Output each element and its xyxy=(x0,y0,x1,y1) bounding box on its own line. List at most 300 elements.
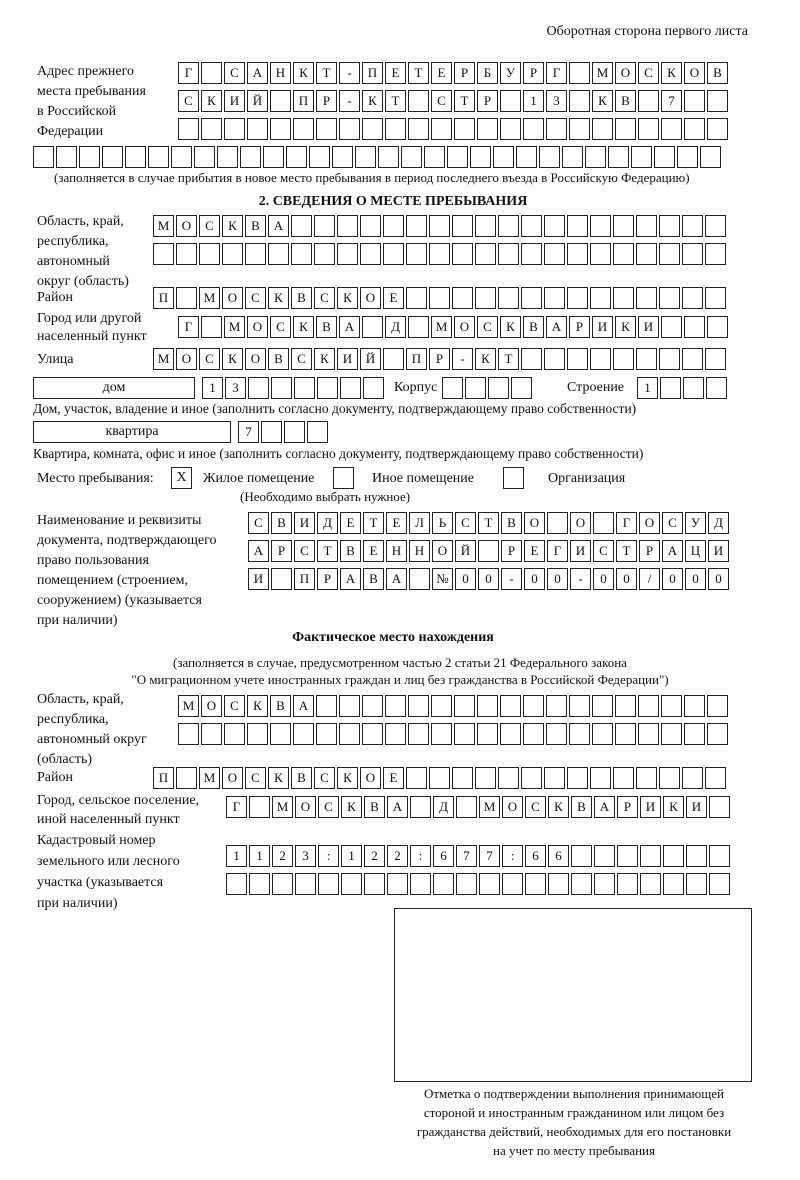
char-cell[interactable] xyxy=(454,695,475,717)
char-cell[interactable] xyxy=(318,873,339,895)
char-cell[interactable] xyxy=(613,287,634,309)
char-cell[interactable]: : xyxy=(410,845,431,867)
char-cell[interactable] xyxy=(521,287,542,309)
house-type-field[interactable]: дом xyxy=(33,377,195,399)
char-cell[interactable] xyxy=(477,723,498,745)
char-cell[interactable] xyxy=(408,723,429,745)
char-cell[interactable]: - xyxy=(452,348,473,370)
char-cell[interactable]: Н xyxy=(386,540,407,562)
char-cell[interactable] xyxy=(548,873,569,895)
char-cell[interactable] xyxy=(294,377,315,399)
char-cell[interactable] xyxy=(569,723,590,745)
char-cell[interactable] xyxy=(615,118,636,140)
char-cell[interactable] xyxy=(355,146,376,168)
char-cell[interactable] xyxy=(640,845,661,867)
cadastre-row-1[interactable] xyxy=(226,845,732,867)
char-cell[interactable]: 0 xyxy=(685,568,706,590)
char-cell[interactable] xyxy=(498,287,519,309)
char-cell[interactable]: Г xyxy=(178,316,199,338)
char-cell[interactable] xyxy=(682,348,703,370)
char-cell[interactable] xyxy=(661,695,682,717)
char-cell[interactable] xyxy=(615,723,636,745)
char-cell[interactable] xyxy=(659,215,680,237)
char-cell[interactable] xyxy=(705,287,726,309)
char-cell[interactable] xyxy=(544,243,565,265)
char-cell[interactable] xyxy=(631,146,652,168)
char-cell[interactable] xyxy=(360,215,381,237)
char-cell[interactable] xyxy=(201,118,222,140)
char-cell[interactable]: 6 xyxy=(433,845,454,867)
char-cell[interactable]: Т xyxy=(454,90,475,112)
char-cell[interactable]: В xyxy=(615,90,636,112)
char-cell[interactable]: В xyxy=(291,767,312,789)
char-cell[interactable] xyxy=(569,118,590,140)
char-cell[interactable]: С xyxy=(455,512,476,534)
char-cell[interactable] xyxy=(178,118,199,140)
char-cell[interactable]: В xyxy=(245,215,266,237)
char-cell[interactable] xyxy=(546,695,567,717)
char-cell[interactable]: 0 xyxy=(662,568,683,590)
cadastre-row-2[interactable] xyxy=(226,873,732,895)
char-cell[interactable] xyxy=(406,767,427,789)
char-cell[interactable] xyxy=(429,287,450,309)
char-cell[interactable]: В xyxy=(571,796,592,818)
char-cell[interactable]: У xyxy=(500,62,521,84)
char-cell[interactable] xyxy=(502,873,523,895)
char-cell[interactable]: О xyxy=(245,348,266,370)
doc-row-3[interactable] xyxy=(248,568,731,590)
char-cell[interactable]: О xyxy=(295,796,316,818)
char-cell[interactable]: Т xyxy=(616,540,637,562)
char-cell[interactable] xyxy=(456,873,477,895)
char-cell[interactable] xyxy=(410,873,431,895)
char-cell[interactable]: В xyxy=(364,796,385,818)
char-cell[interactable] xyxy=(362,316,383,338)
char-cell[interactable]: Е xyxy=(386,512,407,534)
char-cell[interactable] xyxy=(406,287,427,309)
char-cell[interactable]: К xyxy=(661,62,682,84)
char-cell[interactable] xyxy=(291,243,312,265)
char-cell[interactable] xyxy=(590,348,611,370)
actual-district-row[interactable] xyxy=(153,767,728,789)
char-cell[interactable]: Й xyxy=(247,90,268,112)
char-cell[interactable]: Г xyxy=(226,796,247,818)
char-cell[interactable] xyxy=(592,118,613,140)
char-cell[interactable] xyxy=(249,796,270,818)
char-cell[interactable]: С xyxy=(477,316,498,338)
char-cell[interactable] xyxy=(199,243,220,265)
char-cell[interactable]: 3 xyxy=(225,377,246,399)
char-cell[interactable]: К xyxy=(201,90,222,112)
char-cell[interactable] xyxy=(562,146,583,168)
char-cell[interactable] xyxy=(523,118,544,140)
doc-row-1[interactable] xyxy=(248,512,731,534)
char-cell[interactable]: - xyxy=(339,62,360,84)
char-cell[interactable] xyxy=(102,146,123,168)
char-cell[interactable]: 7 xyxy=(456,845,477,867)
char-cell[interactable] xyxy=(546,118,567,140)
char-cell[interactable] xyxy=(498,215,519,237)
char-cell[interactable]: Е xyxy=(431,62,452,84)
char-cell[interactable] xyxy=(684,695,705,717)
stay-option-residential-checkbox[interactable]: X xyxy=(171,467,192,489)
region-row-1[interactable] xyxy=(153,215,728,237)
char-cell[interactable]: 1 xyxy=(341,845,362,867)
char-cell[interactable] xyxy=(707,723,728,745)
char-cell[interactable] xyxy=(148,146,169,168)
char-cell[interactable] xyxy=(638,118,659,140)
char-cell[interactable] xyxy=(684,90,705,112)
char-cell[interactable] xyxy=(240,146,261,168)
actual-city-row[interactable] xyxy=(226,796,732,818)
char-cell[interactable]: С xyxy=(178,90,199,112)
char-cell[interactable]: Р xyxy=(639,540,660,562)
char-cell[interactable]: О xyxy=(684,62,705,84)
char-cell[interactable] xyxy=(316,695,337,717)
char-cell[interactable] xyxy=(452,243,473,265)
char-cell[interactable]: : xyxy=(318,845,339,867)
char-cell[interactable] xyxy=(567,215,588,237)
char-cell[interactable] xyxy=(408,90,429,112)
char-cell[interactable] xyxy=(263,146,284,168)
stay-option-organization-checkbox[interactable] xyxy=(503,467,524,489)
char-cell[interactable] xyxy=(245,243,266,265)
char-cell[interactable] xyxy=(615,695,636,717)
char-cell[interactable]: 0 xyxy=(455,568,476,590)
char-cell[interactable]: 2 xyxy=(387,845,408,867)
char-cell[interactable] xyxy=(585,146,606,168)
char-cell[interactable]: 0 xyxy=(524,568,545,590)
korpus-cells[interactable] xyxy=(442,377,534,399)
char-cell[interactable] xyxy=(337,215,358,237)
char-cell[interactable]: С xyxy=(291,348,312,370)
char-cell[interactable]: Ь xyxy=(432,512,453,534)
char-cell[interactable]: К xyxy=(268,287,289,309)
char-cell[interactable]: 0 xyxy=(478,568,499,590)
char-cell[interactable]: К xyxy=(337,287,358,309)
prev-address-row-1[interactable] xyxy=(178,62,730,84)
char-cell[interactable]: Р xyxy=(454,62,475,84)
char-cell[interactable]: И xyxy=(592,316,613,338)
char-cell[interactable] xyxy=(429,243,450,265)
char-cell[interactable] xyxy=(500,723,521,745)
char-cell[interactable] xyxy=(567,243,588,265)
char-cell[interactable]: Г xyxy=(178,62,199,84)
char-cell[interactable]: Т xyxy=(385,90,406,112)
char-cell[interactable] xyxy=(707,118,728,140)
char-cell[interactable]: 7 xyxy=(661,90,682,112)
char-cell[interactable] xyxy=(249,873,270,895)
char-cell[interactable] xyxy=(362,118,383,140)
char-cell[interactable] xyxy=(454,723,475,745)
char-cell[interactable] xyxy=(470,146,491,168)
char-cell[interactable] xyxy=(544,215,565,237)
char-cell[interactable]: К xyxy=(615,316,636,338)
char-cell[interactable]: К xyxy=(663,796,684,818)
char-cell[interactable]: И xyxy=(570,540,591,562)
char-cell[interactable] xyxy=(617,873,638,895)
char-cell[interactable] xyxy=(477,695,498,717)
char-cell[interactable] xyxy=(293,118,314,140)
char-cell[interactable]: С xyxy=(245,767,266,789)
char-cell[interactable]: А xyxy=(339,316,360,338)
char-cell[interactable]: Р xyxy=(523,62,544,84)
char-cell[interactable]: 1 xyxy=(202,377,223,399)
char-cell[interactable]: А xyxy=(247,62,268,84)
char-cell[interactable]: К xyxy=(548,796,569,818)
char-cell[interactable]: - xyxy=(339,90,360,112)
char-cell[interactable]: В xyxy=(268,348,289,370)
char-cell[interactable]: В xyxy=(707,62,728,84)
char-cell[interactable]: И xyxy=(248,568,269,590)
char-cell[interactable] xyxy=(593,512,614,534)
char-cell[interactable]: Е xyxy=(363,540,384,562)
char-cell[interactable]: - xyxy=(501,568,522,590)
char-cell[interactable] xyxy=(224,118,245,140)
char-cell[interactable]: Е xyxy=(383,767,404,789)
char-cell[interactable] xyxy=(638,695,659,717)
char-cell[interactable] xyxy=(660,377,681,399)
char-cell[interactable]: К xyxy=(475,348,496,370)
char-cell[interactable] xyxy=(272,873,293,895)
char-cell[interactable] xyxy=(511,377,532,399)
char-cell[interactable] xyxy=(516,146,537,168)
char-cell[interactable]: К xyxy=(500,316,521,338)
char-cell[interactable] xyxy=(547,512,568,534)
char-cell[interactable]: Д xyxy=(317,512,338,534)
char-cell[interactable] xyxy=(571,845,592,867)
char-cell[interactable] xyxy=(293,723,314,745)
char-cell[interactable]: О xyxy=(222,287,243,309)
char-cell[interactable] xyxy=(475,767,496,789)
char-cell[interactable] xyxy=(431,118,452,140)
char-cell[interactable] xyxy=(452,215,473,237)
char-cell[interactable]: О xyxy=(176,348,197,370)
char-cell[interactable] xyxy=(452,287,473,309)
char-cell[interactable] xyxy=(378,146,399,168)
char-cell[interactable] xyxy=(247,118,268,140)
char-cell[interactable]: Й xyxy=(360,348,381,370)
char-cell[interactable] xyxy=(590,287,611,309)
char-cell[interactable] xyxy=(337,243,358,265)
char-cell[interactable] xyxy=(456,796,477,818)
char-cell[interactable] xyxy=(590,215,611,237)
char-cell[interactable] xyxy=(408,695,429,717)
char-cell[interactable] xyxy=(705,348,726,370)
char-cell[interactable]: А xyxy=(662,540,683,562)
char-cell[interactable]: В xyxy=(501,512,522,534)
char-cell[interactable]: С xyxy=(314,287,335,309)
char-cell[interactable]: Т xyxy=(363,512,384,534)
char-cell[interactable] xyxy=(705,215,726,237)
char-cell[interactable] xyxy=(684,118,705,140)
char-cell[interactable]: В xyxy=(271,512,292,534)
char-cell[interactable] xyxy=(447,146,468,168)
char-cell[interactable]: Д xyxy=(708,512,729,534)
char-cell[interactable] xyxy=(523,723,544,745)
char-cell[interactable] xyxy=(640,873,661,895)
char-cell[interactable]: У xyxy=(685,512,706,534)
char-cell[interactable] xyxy=(521,243,542,265)
prev-address-row-2[interactable] xyxy=(178,90,730,112)
char-cell[interactable] xyxy=(709,845,730,867)
char-cell[interactable] xyxy=(663,845,684,867)
char-cell[interactable]: В xyxy=(363,568,384,590)
char-cell[interactable] xyxy=(385,118,406,140)
char-cell[interactable] xyxy=(387,873,408,895)
district-row[interactable] xyxy=(153,287,728,309)
char-cell[interactable] xyxy=(433,873,454,895)
char-cell[interactable] xyxy=(364,873,385,895)
char-cell[interactable] xyxy=(429,215,450,237)
stay-option-other-checkbox[interactable] xyxy=(333,467,354,489)
char-cell[interactable] xyxy=(608,146,629,168)
char-cell[interactable]: С xyxy=(248,512,269,534)
char-cell[interactable]: С xyxy=(314,767,335,789)
char-cell[interactable] xyxy=(431,723,452,745)
char-cell[interactable] xyxy=(686,845,707,867)
char-cell[interactable] xyxy=(475,243,496,265)
char-cell[interactable] xyxy=(569,695,590,717)
char-cell[interactable] xyxy=(341,873,362,895)
actual-region-row-2[interactable] xyxy=(178,723,730,745)
char-cell[interactable]: Е xyxy=(383,287,404,309)
char-cell[interactable] xyxy=(567,767,588,789)
char-cell[interactable] xyxy=(442,377,463,399)
char-cell[interactable]: Т xyxy=(478,512,499,534)
char-cell[interactable]: М xyxy=(431,316,452,338)
char-cell[interactable]: Й xyxy=(455,540,476,562)
char-cell[interactable]: 0 xyxy=(708,568,729,590)
char-cell[interactable] xyxy=(291,215,312,237)
char-cell[interactable] xyxy=(592,723,613,745)
char-cell[interactable] xyxy=(385,695,406,717)
char-cell[interactable] xyxy=(284,421,305,443)
char-cell[interactable] xyxy=(684,723,705,745)
city-row[interactable] xyxy=(178,316,730,338)
char-cell[interactable]: 0 xyxy=(547,568,568,590)
char-cell[interactable]: 2 xyxy=(364,845,385,867)
char-cell[interactable]: Е xyxy=(340,512,361,534)
char-cell[interactable] xyxy=(270,90,291,112)
char-cell[interactable]: И xyxy=(337,348,358,370)
char-cell[interactable] xyxy=(475,215,496,237)
prev-address-row-4[interactable] xyxy=(33,146,723,168)
char-cell[interactable]: С xyxy=(199,215,220,237)
char-cell[interactable] xyxy=(659,348,680,370)
char-cell[interactable] xyxy=(659,243,680,265)
char-cell[interactable] xyxy=(521,767,542,789)
char-cell[interactable]: С xyxy=(199,348,220,370)
char-cell[interactable]: С xyxy=(270,316,291,338)
char-cell[interactable]: Г xyxy=(547,540,568,562)
char-cell[interactable]: С xyxy=(593,540,614,562)
char-cell[interactable] xyxy=(613,767,634,789)
char-cell[interactable] xyxy=(569,90,590,112)
char-cell[interactable] xyxy=(682,287,703,309)
char-cell[interactable]: К xyxy=(337,767,358,789)
char-cell[interactable]: И xyxy=(708,540,729,562)
char-cell[interactable] xyxy=(706,377,727,399)
char-cell[interactable]: К xyxy=(362,90,383,112)
street-row[interactable] xyxy=(153,348,728,370)
char-cell[interactable]: Р xyxy=(617,796,638,818)
char-cell[interactable] xyxy=(194,146,215,168)
char-cell[interactable]: М xyxy=(153,215,174,237)
char-cell[interactable]: П xyxy=(153,767,174,789)
flat-number-cells[interactable] xyxy=(238,421,330,443)
char-cell[interactable]: В xyxy=(316,316,337,338)
char-cell[interactable] xyxy=(594,873,615,895)
doc-row-2[interactable] xyxy=(248,540,731,562)
char-cell[interactable]: О xyxy=(360,287,381,309)
char-cell[interactable] xyxy=(261,421,282,443)
char-cell[interactable]: Р xyxy=(477,90,498,112)
char-cell[interactable] xyxy=(488,377,509,399)
char-cell[interactable]: К xyxy=(314,348,335,370)
char-cell[interactable] xyxy=(500,695,521,717)
house-number-cells[interactable] xyxy=(202,377,386,399)
char-cell[interactable]: С xyxy=(431,90,452,112)
char-cell[interactable] xyxy=(408,118,429,140)
char-cell[interactable] xyxy=(478,540,499,562)
char-cell[interactable] xyxy=(636,287,657,309)
char-cell[interactable] xyxy=(295,873,316,895)
char-cell[interactable] xyxy=(178,723,199,745)
char-cell[interactable]: 7 xyxy=(479,845,500,867)
char-cell[interactable]: № xyxy=(432,568,453,590)
char-cell[interactable] xyxy=(636,243,657,265)
char-cell[interactable] xyxy=(590,767,611,789)
char-cell[interactable] xyxy=(479,873,500,895)
char-cell[interactable] xyxy=(383,243,404,265)
char-cell[interactable]: К xyxy=(268,767,289,789)
char-cell[interactable] xyxy=(270,118,291,140)
char-cell[interactable] xyxy=(454,118,475,140)
char-cell[interactable]: И xyxy=(640,796,661,818)
char-cell[interactable] xyxy=(271,568,292,590)
char-cell[interactable] xyxy=(201,723,222,745)
char-cell[interactable] xyxy=(309,146,330,168)
char-cell[interactable] xyxy=(201,62,222,84)
char-cell[interactable]: К xyxy=(341,796,362,818)
char-cell[interactable] xyxy=(546,723,567,745)
char-cell[interactable]: П xyxy=(293,90,314,112)
char-cell[interactable] xyxy=(617,845,638,867)
char-cell[interactable]: М xyxy=(479,796,500,818)
char-cell[interactable] xyxy=(571,873,592,895)
char-cell[interactable] xyxy=(332,146,353,168)
char-cell[interactable]: О xyxy=(201,695,222,717)
char-cell[interactable] xyxy=(383,215,404,237)
char-cell[interactable] xyxy=(682,215,703,237)
char-cell[interactable]: 1 xyxy=(523,90,544,112)
char-cell[interactable] xyxy=(271,377,292,399)
char-cell[interactable]: Е xyxy=(524,540,545,562)
char-cell[interactable] xyxy=(590,243,611,265)
char-cell[interactable]: 3 xyxy=(546,90,567,112)
char-cell[interactable]: 0 xyxy=(616,568,637,590)
char-cell[interactable]: Р xyxy=(271,540,292,562)
char-cell[interactable]: К xyxy=(247,695,268,717)
char-cell[interactable] xyxy=(544,767,565,789)
char-cell[interactable]: Ц xyxy=(685,540,706,562)
char-cell[interactable]: Д xyxy=(433,796,454,818)
char-cell[interactable] xyxy=(171,146,192,168)
char-cell[interactable]: К xyxy=(222,215,243,237)
char-cell[interactable] xyxy=(636,215,657,237)
char-cell[interactable] xyxy=(500,90,521,112)
